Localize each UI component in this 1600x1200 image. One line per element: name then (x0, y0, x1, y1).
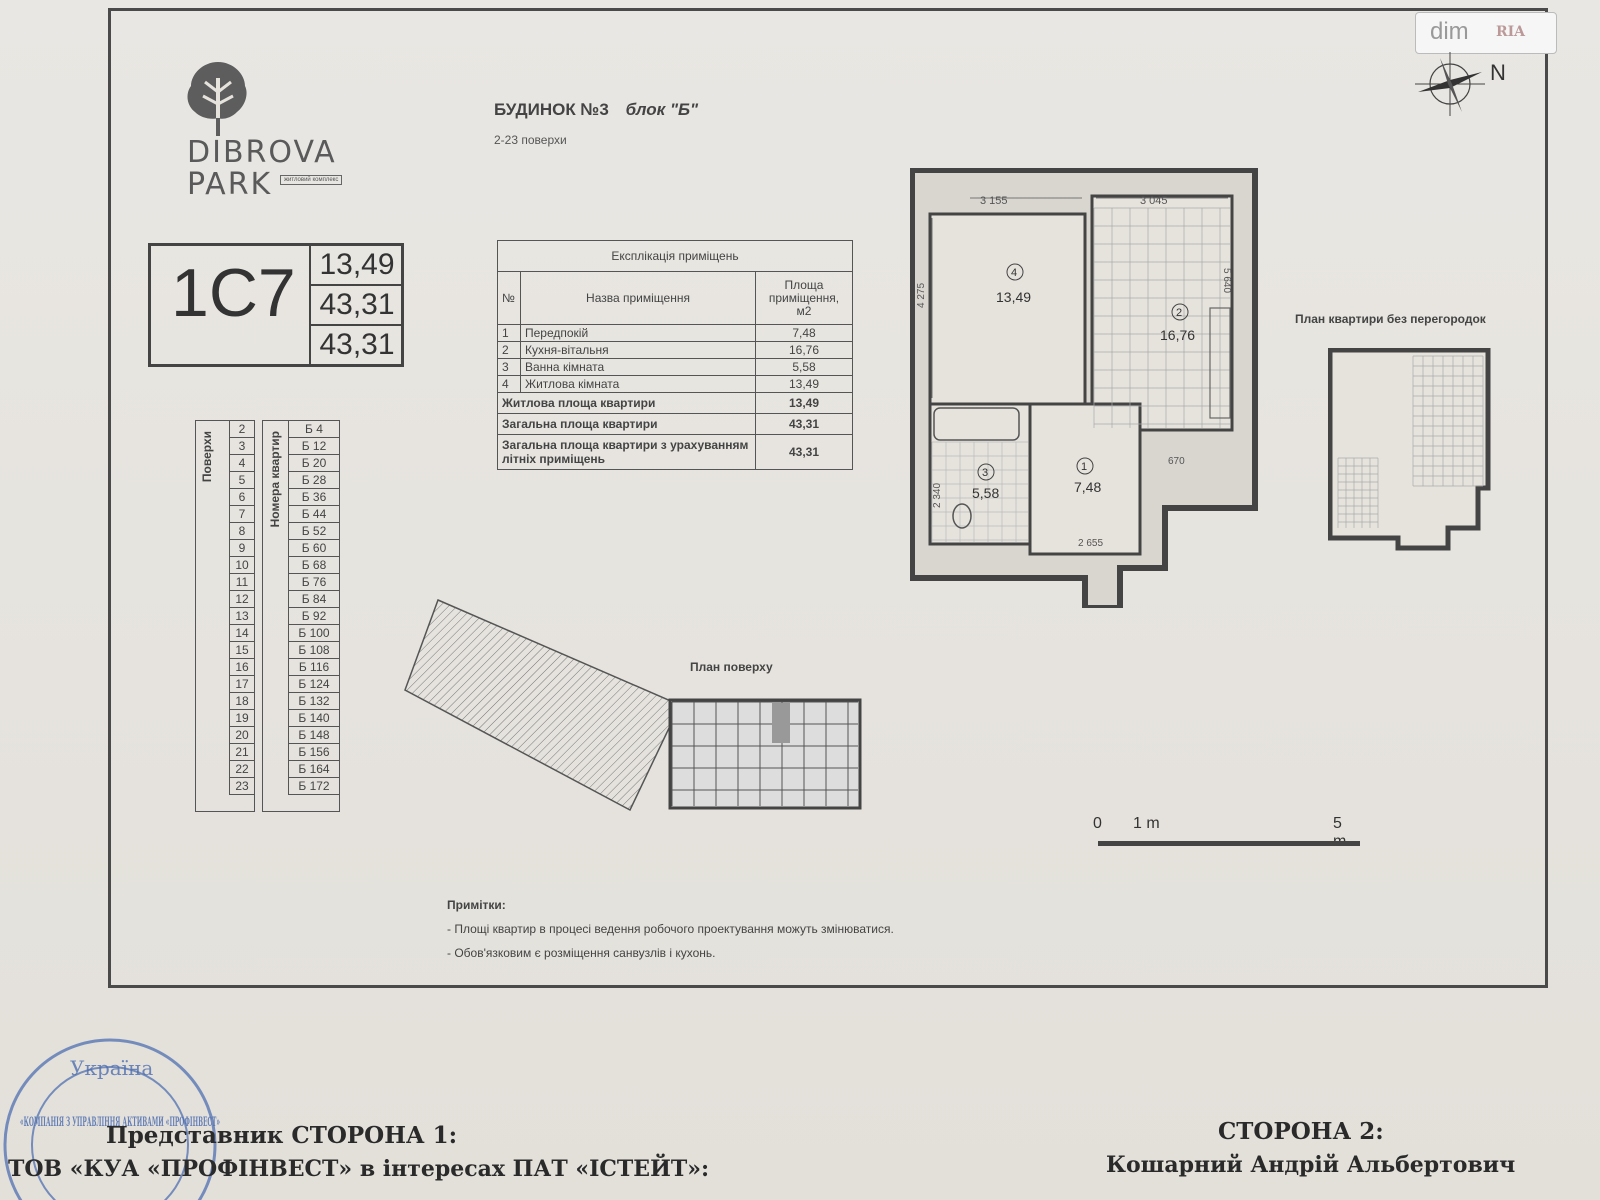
table-row (230, 557, 255, 574)
living-value: 13,49 (756, 393, 853, 414)
side2-name: Кошарний Андрій Альбертович (1106, 1152, 1516, 1178)
floor-cell: 9 (230, 540, 255, 557)
side1-title: Представник СТОРОНА 1: (106, 1122, 458, 1149)
room4-area: 13,49 (996, 289, 1032, 305)
living-label: Житлова площа квартири (498, 393, 756, 414)
apartment-cell: Б 12 (289, 438, 340, 455)
floors-column (195, 420, 255, 812)
table-row (230, 489, 255, 506)
col-name-header: Назва приміщення (521, 272, 756, 325)
table-row (230, 421, 255, 438)
table-row (230, 608, 255, 625)
apartment-cell: Б 44 (289, 506, 340, 523)
floor-plan (400, 595, 870, 820)
floor-cell: 22 (230, 761, 255, 778)
apartments-column (262, 420, 340, 812)
compass-north-label: N (1490, 60, 1506, 85)
table-row (498, 325, 853, 342)
table-row (230, 659, 255, 676)
logo-line2: PARK (187, 167, 273, 202)
table-row (230, 438, 255, 455)
stamp-text2: «КОМПАНІЯ З УПРАВЛІННЯ АКТИВАМИ «ПРОФІНВЕСТ» (20, 1115, 220, 1130)
table-row (230, 472, 255, 489)
notes (447, 893, 894, 965)
floor-cell: 19 (230, 710, 255, 727)
floor-cell: 14 (230, 625, 255, 642)
row-name: Житлова кімната (521, 376, 756, 393)
table-row (289, 523, 340, 540)
summer-label: Загальна площа квартири з урахуванням літніх приміщень (498, 435, 756, 470)
table-row (289, 472, 340, 489)
note-item: - Обов'язковим є розміщення санвузлів і кухонь. (447, 946, 716, 960)
apartment-code-box (148, 243, 404, 367)
table-row (289, 659, 340, 676)
table-row (289, 489, 340, 506)
floor-cell: 2 (230, 421, 255, 438)
apartment-cell: Б 36 (289, 489, 340, 506)
side1-line: ТОВ «КУА «ПРОФІНВЕСТ» в інтересах ПАТ «ІСТЕЙТ»: (8, 1156, 710, 1182)
floor-cell: 23 (230, 778, 255, 795)
table-row (289, 642, 340, 659)
total-value: 43,31 (756, 414, 853, 435)
table-row (289, 625, 340, 642)
side2-title: СТОРОНА 2: (1218, 1118, 1384, 1145)
floor-cell: 3 (230, 438, 255, 455)
table-row (289, 727, 340, 744)
floor-cell: 15 (230, 642, 255, 659)
apartment-cell: Б 60 (289, 540, 340, 557)
apartment-cell: Б 76 (289, 574, 340, 591)
table-row (230, 506, 255, 523)
table-row (230, 591, 255, 608)
logo-tagline: житловий комплекс (280, 175, 342, 185)
table-row (230, 540, 255, 557)
summer-value: 43,31 (756, 435, 853, 470)
row-area: 16,76 (756, 342, 853, 359)
building-floors: 2-23 поверхи (494, 133, 567, 147)
table-row (289, 608, 340, 625)
apartment-cell: Б 132 (289, 693, 340, 710)
col-area-header: Площа приміщення, м2 (756, 272, 853, 325)
floor-cell: 7 (230, 506, 255, 523)
row-no: 1 (498, 325, 521, 342)
floor-cell: 6 (230, 489, 255, 506)
apartment-cell: Б 68 (289, 557, 340, 574)
apartment-cell: Б 52 (289, 523, 340, 540)
dim-room4-height: 4 275 (916, 282, 927, 308)
floor-cell: 10 (230, 557, 255, 574)
table-row (289, 455, 340, 472)
floor-cell: 17 (230, 676, 255, 693)
apartment-cell: Б 84 (289, 591, 340, 608)
table-row (289, 761, 340, 778)
plan-no-partitions-label: План квартири без перегородок (1295, 312, 1486, 326)
total-area-value: 43,31 (311, 286, 403, 326)
apartment-cell: Б 140 (289, 710, 340, 727)
dim-niche: 670 (1168, 456, 1185, 467)
table-row (289, 540, 340, 557)
room1-area: 7,48 (1074, 479, 1102, 495)
row-name: Передпокій (521, 325, 756, 342)
plan-no-partitions (1328, 348, 1493, 558)
room3-area: 5,58 (972, 485, 1000, 501)
dim-bath-height: 2 340 (932, 482, 943, 508)
table-row (230, 642, 255, 659)
table-row (230, 710, 255, 727)
table-row (498, 359, 853, 376)
apartment-cell: Б 124 (289, 676, 340, 693)
table-row (230, 455, 255, 472)
stamp-text1: Україна (70, 1056, 154, 1080)
watermark-brand: RIA (1496, 24, 1526, 40)
table-row (498, 414, 853, 435)
table-row (230, 676, 255, 693)
row-no: 2 (498, 342, 521, 359)
table-row (289, 676, 340, 693)
apartment-cell: Б 92 (289, 608, 340, 625)
col-no-header: № (498, 272, 521, 325)
table-row (289, 591, 340, 608)
building-block: блок "Б" (625, 100, 699, 119)
floor-cell: 16 (230, 659, 255, 676)
explication-table (497, 240, 853, 470)
floor-cell: 13 (230, 608, 255, 625)
apartment-cell: Б 116 (289, 659, 340, 676)
table-row (230, 574, 255, 591)
apartments-table (288, 420, 340, 795)
table-row (498, 342, 853, 359)
floor-cell: 11 (230, 574, 255, 591)
apartment-cell: Б 164 (289, 761, 340, 778)
apartment-cell: Б 108 (289, 642, 340, 659)
apartment-code: 1С7 (171, 255, 296, 331)
table-row (498, 376, 853, 393)
table-row (498, 393, 853, 414)
watermark-text: dim (1430, 18, 1469, 45)
row-name: Ванна кімната (521, 359, 756, 376)
scale-five: 5 (1333, 815, 1342, 832)
apartment-cell: Б 20 (289, 455, 340, 472)
apartment-cell: Б 156 (289, 744, 340, 761)
floor-cell: 21 (230, 744, 255, 761)
row-area: 7,48 (756, 325, 853, 342)
floor-cell: 20 (230, 727, 255, 744)
apartment-plan (910, 168, 1260, 608)
table-row (230, 761, 255, 778)
table-row (230, 693, 255, 710)
note-item: - Площі квартир в процесі ведення робочого проектування можуть змінюватися. (447, 922, 894, 936)
scale-zero: 0 (1093, 815, 1102, 832)
table-row (289, 557, 340, 574)
floor-cell: 5 (230, 472, 255, 489)
tree-logo-icon (183, 58, 253, 138)
dim-kitchen-width: 3 045 (1140, 195, 1168, 207)
room2-number: 2 (1176, 307, 1183, 319)
scale-one: 1 m (1133, 815, 1160, 832)
row-name: Кухня-вітальня (521, 342, 756, 359)
floor-plan-label: План поверху (690, 660, 773, 674)
floor-cell: 4 (230, 455, 255, 472)
table-row (289, 710, 340, 727)
table-row (289, 574, 340, 591)
table-row (289, 778, 340, 795)
table-row (230, 523, 255, 540)
table-row (289, 506, 340, 523)
table-row (289, 421, 340, 438)
apartment-cell: Б 28 (289, 472, 340, 489)
living-area-value: 13,49 (311, 246, 403, 286)
row-no: 4 (498, 376, 521, 393)
building-number: БУДИНОК №3 (494, 100, 609, 119)
watermark (1415, 12, 1557, 54)
notes-title: Примітки: (447, 898, 506, 912)
floor-cell: 8 (230, 523, 255, 540)
floors-label: Поверхи (200, 431, 214, 483)
room1-number: 1 (1081, 461, 1088, 473)
explication-title: Експлікація приміщень (498, 241, 853, 272)
room2-area: 16,76 (1160, 327, 1196, 343)
apartments-label: Номера квартир (268, 431, 282, 528)
table-row (289, 438, 340, 455)
total-label: Загальна площа квартири (498, 414, 756, 435)
table-row (289, 693, 340, 710)
total-summer-area-value: 43,31 (319, 328, 395, 361)
building-title (494, 100, 698, 120)
row-no: 3 (498, 359, 521, 376)
dim-kitchen-height: 5 640 (1221, 268, 1232, 294)
row-area: 13,49 (756, 376, 853, 393)
floor-cell: 18 (230, 693, 255, 710)
room3-number: 3 (982, 467, 989, 479)
dim-hall-width: 2 655 (1078, 538, 1104, 549)
floors-table (229, 420, 255, 795)
apartment-cell: Б 148 (289, 727, 340, 744)
room4-number: 4 (1011, 267, 1018, 279)
floor-cell: 12 (230, 591, 255, 608)
apartment-cell: Б 172 (289, 778, 340, 795)
apartment-cell: Б 100 (289, 625, 340, 642)
apartment-cell: Б 4 (289, 421, 340, 438)
apartment-highlight (772, 703, 790, 743)
table-row (289, 744, 340, 761)
table-row (230, 625, 255, 642)
row-area: 5,58 (756, 359, 853, 376)
table-row (230, 727, 255, 744)
logo-line1: DIBROVA (187, 135, 337, 170)
table-row (230, 778, 255, 795)
table-row (498, 435, 853, 470)
dim-room4-width: 3 155 (980, 195, 1008, 207)
table-row (230, 744, 255, 761)
